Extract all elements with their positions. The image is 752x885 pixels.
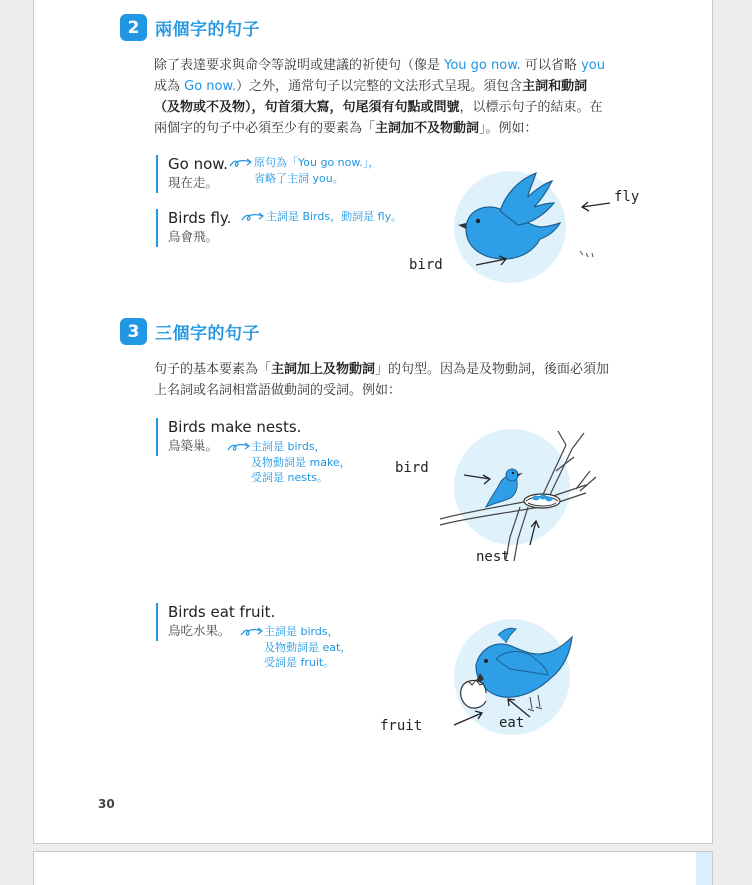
- section-2-paragraph: [154, 55, 612, 139]
- note-line: 主詞是 birds，: [264, 625, 339, 638]
- book-page: [33, 0, 713, 844]
- example-go-now: [156, 155, 228, 193]
- label-fruit: fruit: [380, 718, 423, 734]
- note-line: 原句為「You go now.」，: [254, 156, 380, 169]
- para-text: 成為: [154, 79, 185, 94]
- section-3-number-badge: 3: [120, 318, 147, 345]
- example-english: Go now.: [168, 155, 228, 173]
- para-bold: 主詞加不及物動詞: [375, 121, 480, 136]
- section-2-heading: [120, 14, 260, 41]
- section-2-number-badge: 2: [120, 14, 147, 41]
- para-bold: 主詞和動詞（及物或不及物），句首須大寫，句尾須有句點或問號: [154, 79, 588, 115]
- section-3-heading: [120, 318, 260, 345]
- para-text: ，以標示句子的結束。在兩個字的句子中必須至少有的要素為「: [154, 100, 603, 136]
- note-line: 受詞是 nests。: [251, 471, 329, 484]
- section-3-paragraph: [154, 359, 612, 401]
- example-birds-fly: [156, 209, 231, 247]
- note-line: 省略了主詞 you。: [254, 171, 344, 185]
- page-number: 30: [98, 797, 115, 811]
- para-bold: 主詞加上及物動詞: [271, 362, 376, 377]
- label-bird: bird: [395, 460, 429, 476]
- section-2-title: 兩個字的句子: [155, 20, 260, 40]
- note-line: 受詞是 fruit。: [264, 656, 335, 669]
- para-english: you: [581, 58, 605, 73]
- example-english: Birds make nests.: [168, 418, 302, 436]
- note-line: 及物動詞是 eat，: [264, 640, 352, 654]
- label-bird: bird: [409, 257, 443, 273]
- label-eat: eat: [499, 715, 525, 731]
- para-english: You go now.: [444, 58, 521, 73]
- note-arrow-icon: [228, 157, 254, 169]
- example-birds-make-nests-note: [251, 439, 351, 486]
- note-arrow-icon: [226, 441, 252, 453]
- example-chinese: 鳥吃水果。: [168, 623, 231, 638]
- next-book-page: [33, 851, 713, 885]
- example-go-now-note: [254, 155, 379, 186]
- para-text: 」的句型。因為是及物動詞，後面必須加上名詞或名詞相當語做動詞的受詞。例如：: [154, 362, 610, 398]
- fruit-icon: [461, 680, 486, 708]
- note-arrow-icon: [240, 211, 266, 223]
- para-text: 句子的基本要素為「: [154, 362, 272, 377]
- label-nest: nest: [476, 549, 510, 565]
- note-line: 主詞是 birds，: [251, 440, 326, 453]
- note-arrow-icon: [239, 626, 265, 638]
- example-english: Birds fly.: [168, 209, 232, 227]
- nest-illustration: [390, 427, 600, 567]
- para-text: ）之外，通常句子以完整的文法形式呈現。須包含: [236, 79, 523, 94]
- nest-icon: [524, 494, 560, 508]
- example-english: Birds eat fruit.: [168, 603, 276, 621]
- example-birds-eat-fruit-note: [264, 624, 351, 671]
- para-english: Go now.: [184, 79, 237, 94]
- example-chinese: 鳥築巢。: [168, 438, 219, 453]
- example-birds-fly-note: [266, 209, 402, 225]
- para-text: 除了表達要求與命令等說明或建議的祈使句（像是: [154, 58, 445, 73]
- section-3-title: 三個字的句子: [155, 324, 260, 344]
- para-text: 」。例如：: [479, 121, 538, 136]
- example-chinese: 現在走。: [168, 175, 219, 190]
- note-line: 主詞是 Birds，動詞是 fly。: [266, 210, 403, 223]
- page-edge-strip: [696, 852, 712, 885]
- flying-bird-illustration: [404, 167, 624, 292]
- note-line: 及物動詞是 make，: [251, 455, 351, 469]
- para-text: 可以省略: [520, 58, 582, 73]
- label-fly: fly: [614, 189, 640, 205]
- example-chinese: 鳥會飛。: [168, 229, 219, 244]
